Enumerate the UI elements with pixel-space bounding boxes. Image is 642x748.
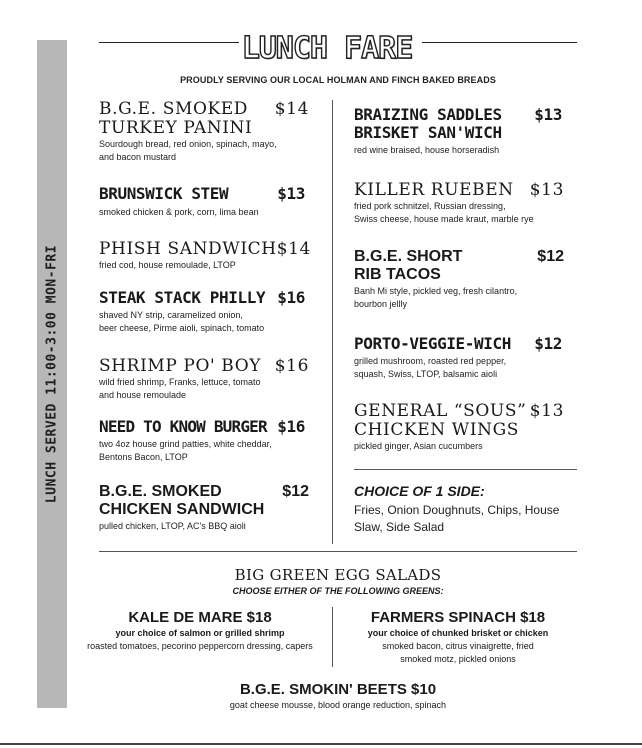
menu-subtitle: PROUDLY SERVING OUR LOCAL HOLMAN AND FINCH BAKED BREADS [180,75,496,85]
column-divider [332,100,333,544]
item-name: B.G.E. SMOKED [99,99,249,119]
salad-description: your choice of salmon or grilled shrimp [115,628,285,638]
item-price: $13 [534,105,562,124]
item-description: beer cheese, Pirme aioli, spinach, tomato [99,322,265,333]
salads-subtitle: CHOOSE EITHER OF THE FOLLOWING GREENS: [232,586,444,596]
item-price: $16 [277,288,305,307]
salad-description: smoked bacon, citrus vinaigrette, fried [382,641,534,651]
salad-item [340,609,576,666]
item-price: $14 [276,239,311,259]
item-description: bourbon jellly [354,298,408,309]
header-rule-right [422,42,577,43]
item-price: $13 [529,180,564,200]
item-price: $12 [282,483,309,500]
item-name: PHISH SANDWICH [99,239,277,259]
item-name: KILLER RUEBEN [354,180,514,200]
salad-item [80,609,320,653]
item-price: $12 [537,248,564,265]
menu-item [354,106,564,157]
item-description: red wine braised, house horseradish [354,144,500,155]
menu-item [354,248,564,311]
item-description: pulled chicken, LTOP, AC's BBQ aioli [99,520,246,531]
salad-name: FARMERS SPINACH $18 [370,609,546,626]
salad-name: B.G.E. SMOKIN' BEETS $10 [239,681,437,698]
item-name: CHICKEN WINGS [354,420,520,441]
item-description: smoked chicken & pork, corn, lima bean [99,206,259,217]
lunch-hours-sidebar [37,40,67,708]
item-name: NEED TO KNOW BURGER [99,417,267,436]
side-section-rule [354,469,577,470]
item-name: SHRIMP PO' BOY [99,356,262,376]
menu-item [354,335,564,381]
item-description: shaved NY strip, caramelized onion, [99,309,243,320]
salads-title: BIG GREEN EGG SALADS [234,566,442,584]
page-bottom-rule [0,743,642,745]
item-description: two 4oz house grind patties, white cheddar, [99,438,272,449]
item-description: pickled ginger, Asian cucumbers [354,441,483,452]
salad-description: smoked motz, pickled onions [400,654,516,664]
salad-item [188,681,488,712]
item-name: RIB TACOS [354,265,441,283]
item-price: $13 [529,401,564,421]
item-description: and bacon mustard [99,152,177,163]
item-name: GENERAL “SOUS” [354,401,527,421]
menu-item [354,181,564,226]
menu-item [99,185,309,219]
menu-item [99,357,309,402]
salad-description: goat cheese mousse, blood orange reduction, spinach [229,700,447,710]
menu-item [99,240,309,272]
item-description: Bentons Bacon, LTOP [99,451,188,462]
item-description: Sourdough bread, red onion, spinach, mayo, [99,139,277,150]
item-name: BRISKET SAN'WICH [354,122,502,142]
salad-description: roasted tomatoes, pecorino peppercorn dressing, capers [87,641,313,651]
item-name: TURKEY PANINI [99,118,253,139]
salad-divider [332,607,333,667]
menu-item [354,402,564,453]
salad-name: KALE DE MARE $18 [128,609,272,626]
menu-item [99,100,309,164]
menu-item [99,289,309,335]
item-description: squash, Swiss, LTOP, balsamic aioli [354,368,498,379]
item-name: STEAK STACK PHILLY [99,288,266,307]
section-divider [99,551,577,552]
item-name: BRUNSWICK STEW [99,184,229,203]
item-description: Swiss cheese, house made kraut, marble rye [354,214,534,225]
item-name: B.G.E. SMOKED [99,483,222,500]
item-description: wild fried shrimp, Franks, lettuce, tomato [99,377,261,388]
item-price: $13 [277,184,305,203]
menu-item [99,483,309,533]
side-choice-heading: CHOICE OF 1 SIDE: [354,483,485,499]
item-description: fried pork schnitzel, Russian dressing, [354,201,506,212]
menu-title: LUNCH FARE [241,31,413,66]
item-price: $14 [274,99,309,119]
item-price: $12 [534,334,562,353]
side-choice-options: Fries, Onion Doughnuts, Chips, House Slaw, Side Salad [354,503,560,534]
salad-description: your choice of chunked brisket or chicken [367,628,549,638]
item-price: $16 [277,417,305,436]
item-price: $16 [274,356,309,376]
item-description: grilled mushroom, roasted red pepper, [354,355,507,366]
item-description: Banh Mi style, pickled veg, fresh cilantro, [354,285,518,296]
item-name: PORTO-VEGGIE-WICH [354,334,511,353]
item-name: BRAIZING SADDLES [354,105,502,124]
item-name: B.G.E. SHORT [354,248,463,265]
lunch-hours-text: LUNCH SERVED 11:00-3:00 MON-FRI [44,244,60,504]
item-name: CHICKEN SANDWICH [99,500,265,518]
header-rule-left [99,42,239,43]
menu-item [99,418,309,464]
item-description: and house remoulade [99,390,187,401]
item-description: fried cod, house remoulade, LTOP [99,260,236,271]
